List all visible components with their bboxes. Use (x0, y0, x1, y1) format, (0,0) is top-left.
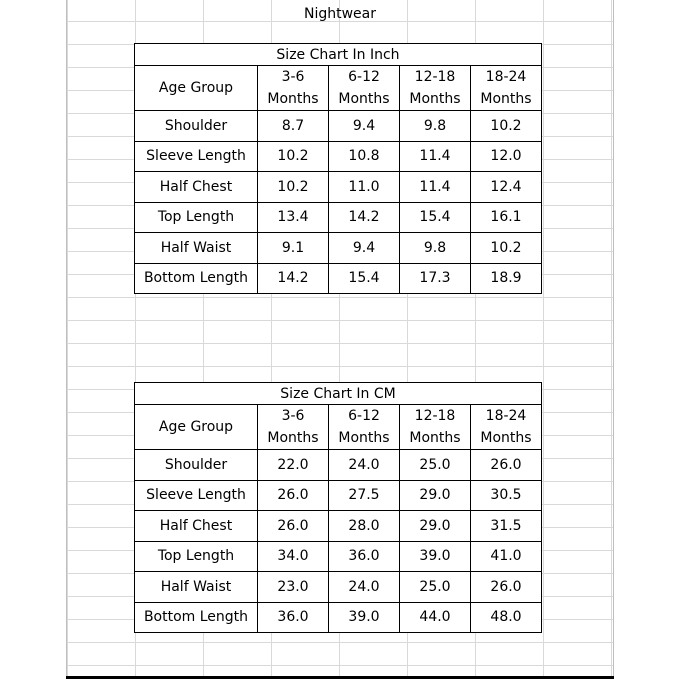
size-value-cell: 11.4 (400, 172, 471, 203)
row-label: Half Waist (135, 572, 258, 603)
column-header-range: 12-18 (400, 66, 471, 89)
size-value-cell: 24.0 (329, 572, 400, 603)
size-value-cell: 41.0 (471, 541, 542, 572)
size-value-cell: 16.1 (471, 202, 542, 233)
size-value-cell: 28.0 (329, 511, 400, 542)
size-value-cell: 9.4 (329, 233, 400, 264)
row-label: Top Length (135, 202, 258, 233)
size-value-cell: 26.0 (258, 480, 329, 511)
column-header-unit: Months (471, 88, 542, 111)
size-value-cell: 36.0 (258, 602, 329, 633)
size-value-cell: 24.0 (329, 450, 400, 481)
column-header-unit: Months (400, 427, 471, 450)
size-value-cell: 25.0 (400, 450, 471, 481)
table-row (135, 172, 542, 203)
size-value-cell: 12.0 (471, 141, 542, 172)
page-title: Nightwear (303, 6, 376, 22)
row-label: Bottom Length (135, 263, 258, 294)
table-caption: Size Chart In CM (135, 383, 542, 405)
size-value-cell: 36.0 (329, 541, 400, 572)
column-header-unit: Months (471, 427, 542, 450)
table-row (135, 111, 542, 142)
size-value-cell: 34.0 (258, 541, 329, 572)
size-value-cell: 15.4 (329, 263, 400, 294)
table-body (135, 450, 542, 633)
table-caption: Size Chart In Inch (135, 44, 542, 66)
size-value-cell: 26.0 (258, 511, 329, 542)
table-row (135, 572, 542, 603)
size-value-cell: 11.0 (329, 172, 400, 203)
size-value-cell: 23.0 (258, 572, 329, 603)
table-row (135, 511, 542, 542)
column-header-unit: Months (329, 88, 400, 111)
size-chart-cm (134, 382, 542, 633)
table-body (135, 111, 542, 294)
table-row (135, 450, 542, 481)
row-label: Half Chest (135, 511, 258, 542)
row-label: Bottom Length (135, 602, 258, 633)
column-header-range: 18-24 (471, 405, 542, 428)
table-row (135, 202, 542, 233)
size-value-cell: 8.7 (258, 111, 329, 142)
size-value-cell: 18.9 (471, 263, 542, 294)
size-value-cell: 12.4 (471, 172, 542, 203)
column-header-range: 12-18 (400, 405, 471, 428)
size-value-cell: 29.0 (400, 511, 471, 542)
size-value-cell: 48.0 (471, 602, 542, 633)
column-header-unit: Months (258, 427, 329, 450)
size-value-cell: 9.4 (329, 111, 400, 142)
table-row (135, 480, 542, 511)
size-value-cell: 31.5 (471, 511, 542, 542)
column-header-unit: Months (329, 427, 400, 450)
column-header-range: 6-12 (329, 405, 400, 428)
size-value-cell: 9.8 (400, 233, 471, 264)
age-group-header: Age Group (135, 66, 258, 111)
size-value-cell: 14.2 (258, 263, 329, 294)
size-value-cell: 25.0 (400, 572, 471, 603)
row-label: Shoulder (135, 111, 258, 142)
size-value-cell: 10.2 (471, 111, 542, 142)
size-value-cell: 9.8 (400, 111, 471, 142)
size-value-cell: 13.4 (258, 202, 329, 233)
table-row (135, 233, 542, 264)
size-value-cell: 39.0 (329, 602, 400, 633)
size-value-cell: 11.4 (400, 141, 471, 172)
row-label: Top Length (135, 541, 258, 572)
size-value-cell: 15.4 (400, 202, 471, 233)
size-chart-inch (134, 43, 542, 294)
column-header-unit: Months (400, 88, 471, 111)
column-header-range: 6-12 (329, 66, 400, 89)
size-value-cell: 10.8 (329, 141, 400, 172)
size-value-cell: 27.5 (329, 480, 400, 511)
size-value-cell: 9.1 (258, 233, 329, 264)
age-group-header: Age Group (135, 405, 258, 450)
table-row (135, 541, 542, 572)
size-value-cell: 39.0 (400, 541, 471, 572)
size-value-cell: 17.3 (400, 263, 471, 294)
column-header-range: 18-24 (471, 66, 542, 89)
size-value-cell: 10.2 (258, 141, 329, 172)
size-value-cell: 26.0 (471, 572, 542, 603)
row-label: Sleeve Length (135, 480, 258, 511)
size-value-cell: 22.0 (258, 450, 329, 481)
row-label: Half Chest (135, 172, 258, 203)
size-value-cell: 29.0 (400, 480, 471, 511)
size-value-cell: 30.5 (471, 480, 542, 511)
row-label: Sleeve Length (135, 141, 258, 172)
table-row (135, 602, 542, 633)
row-label: Shoulder (135, 450, 258, 481)
table-row (135, 263, 542, 294)
size-value-cell: 44.0 (400, 602, 471, 633)
size-value-cell: 10.2 (258, 172, 329, 203)
size-value-cell: 26.0 (471, 450, 542, 481)
size-value-cell: 14.2 (329, 202, 400, 233)
column-header-range: 3-6 (258, 405, 329, 428)
row-label: Half Waist (135, 233, 258, 264)
column-header-range: 3-6 (258, 66, 329, 89)
column-header-unit: Months (258, 88, 329, 111)
size-value-cell: 10.2 (471, 233, 542, 264)
table-row (135, 141, 542, 172)
